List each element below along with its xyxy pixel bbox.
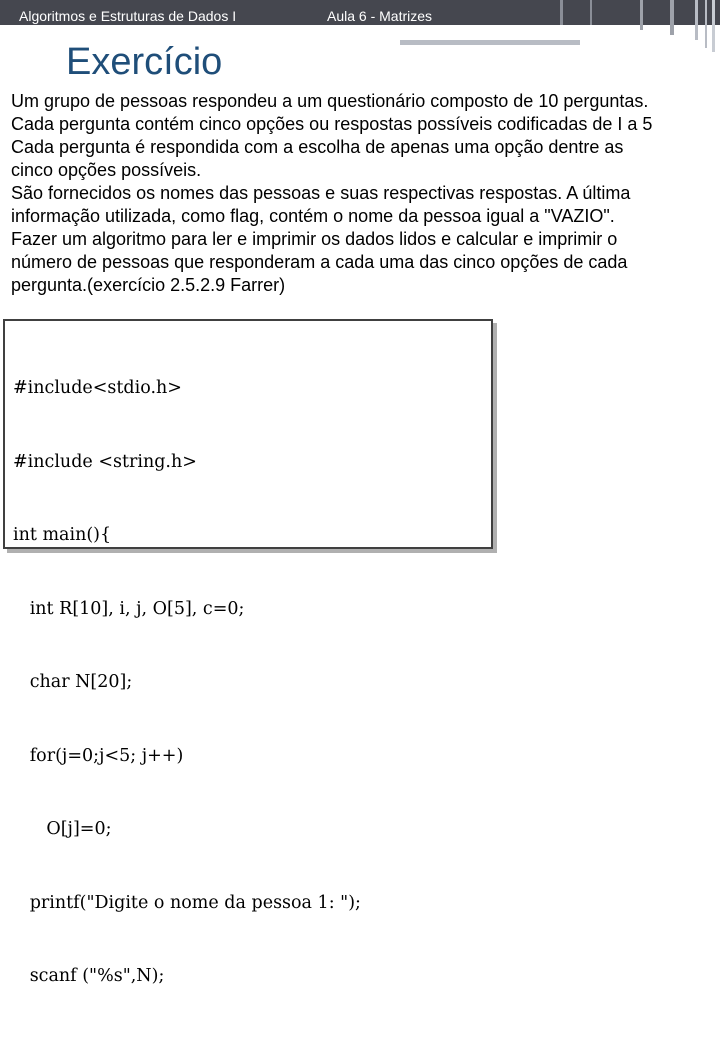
code-line: #include <string.h> <box>13 451 197 472</box>
code-line: int R[10], i, j, O[5], c=0; <box>13 598 245 619</box>
slide-title: Exercício <box>66 41 223 83</box>
paragraph-line: cinco opções possíveis. <box>11 160 202 180</box>
paragraph-line: informação utilizada, como flag, contém o nome da pessoa igual a "VAZIO". <box>11 206 615 226</box>
paragraph-line: Um grupo de pessoas respondeu a um questionário composto de 10 perguntas. <box>11 91 649 111</box>
code-line: #include<stdio.h> <box>13 378 182 398</box>
code-line: for(j=0;j<5; j++) <box>13 745 184 766</box>
code-line: O[j]=0; <box>13 819 112 839</box>
course-name: Algoritmos e Estruturas de Dados I <box>19 8 237 24</box>
code-block <box>3 319 493 986</box>
code-line: scanf ("%s",N); <box>13 966 165 986</box>
paragraph-line: pergunta.(exercício 2.5.2.9 Farrer) <box>11 275 286 295</box>
code-line: printf("Digite o nome da pessoa 1: "); <box>13 892 361 913</box>
paragraph-line: Fazer um algoritmo para ler e imprimir os dados lidos e calcular e imprimir o <box>11 229 618 249</box>
paragraph-line: Cada pergunta é respondida com a escolha de apenas uma opção dentre as <box>11 137 624 157</box>
paragraph-line: Cada pergunta contém cinco opções ou respostas possíveis codificadas de I a 5 <box>11 114 653 134</box>
paragraph-line: número de pessoas que responderam a cada uma das cinco opções de cada <box>11 252 628 272</box>
code-line: int main(){ <box>13 525 112 545</box>
paragraph-line: São fornecidos os nomes das pessoas e suas respectivas respostas. A última <box>11 183 631 203</box>
lesson-name: Aula 6 - Matrizes <box>327 8 433 24</box>
exercise-description <box>11 90 720 297</box>
code-line: char N[20]; <box>13 672 133 692</box>
